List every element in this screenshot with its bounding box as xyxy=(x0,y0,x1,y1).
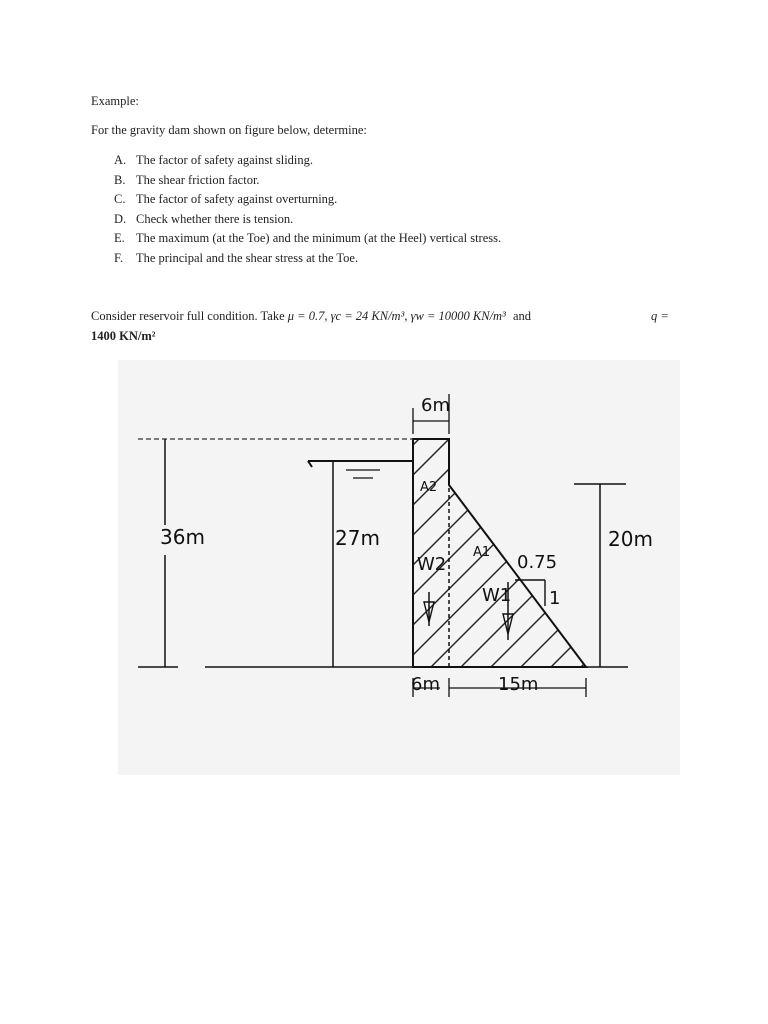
list-item xyxy=(114,190,501,210)
list-item xyxy=(114,249,501,269)
area-1-label: A1 xyxy=(473,545,491,560)
slope-horizontal-label: 0.75 xyxy=(517,552,558,573)
dimension-top-width-label: 6m xyxy=(421,395,450,416)
task-list xyxy=(114,151,501,268)
dam-diagram xyxy=(118,360,680,775)
weight-1-label: W1 xyxy=(482,585,512,606)
dam-figure xyxy=(118,360,680,775)
area-2-label: A2 xyxy=(420,480,438,495)
task-text: The principal and the shear stress at the Toe. xyxy=(136,250,359,265)
task-letter: A. xyxy=(114,153,127,167)
task-letter: D. xyxy=(114,211,127,226)
list-item xyxy=(114,210,501,230)
task-text: The factor of safety against overturning. xyxy=(136,192,338,206)
q-value-line xyxy=(91,329,156,344)
intro-text: For the gravity dam shown on figure below, determine: xyxy=(91,123,367,137)
task-text: The maximum (at the Toe) and the minimum (at the Heel) vertical stress. xyxy=(136,231,502,245)
q-label: q = xyxy=(651,309,669,323)
task-text: Check whether there is tension. xyxy=(136,211,294,226)
task-letter: E. xyxy=(114,231,125,245)
gamma-c-value: γc = 24 KN/m³ xyxy=(330,309,405,323)
slope-vertical-label: 1 xyxy=(549,588,561,609)
dimension-base-right-label: 15m xyxy=(498,674,539,695)
q-value: 1400 KN/m² xyxy=(91,329,156,343)
task-text: The shear friction factor. xyxy=(136,172,260,187)
task-letter: B. xyxy=(114,172,126,187)
dam-outline xyxy=(413,439,586,667)
dimension-36m-label: 36m xyxy=(160,525,205,549)
and-word: and xyxy=(512,309,532,323)
condition-line: Consider reservoir full condition. Take μ = 0.7, γc = 24 KN/m³, γw = 10000 KN/m³ and q = xyxy=(91,309,669,323)
dimension-27m-label: 27m xyxy=(335,526,380,550)
list-item xyxy=(114,229,501,249)
mu-value: μ = 0.7 xyxy=(287,309,325,323)
dimension-base-left-label: 6m xyxy=(411,674,440,695)
condition-prefix: Consider reservoir full condition. Take xyxy=(91,309,288,323)
weight-2-label: W2 xyxy=(417,554,447,575)
list-item xyxy=(114,171,501,191)
dimension-20m-label: 20m xyxy=(608,527,653,551)
task-text: The factor of safety against sliding. xyxy=(136,153,314,167)
list-item xyxy=(114,151,501,171)
task-letter: F. xyxy=(114,250,124,265)
task-letter: C. xyxy=(114,192,126,206)
gamma-w-value: γw = 10000 KN/m³ xyxy=(410,309,506,323)
example-heading: Example: xyxy=(91,94,139,108)
